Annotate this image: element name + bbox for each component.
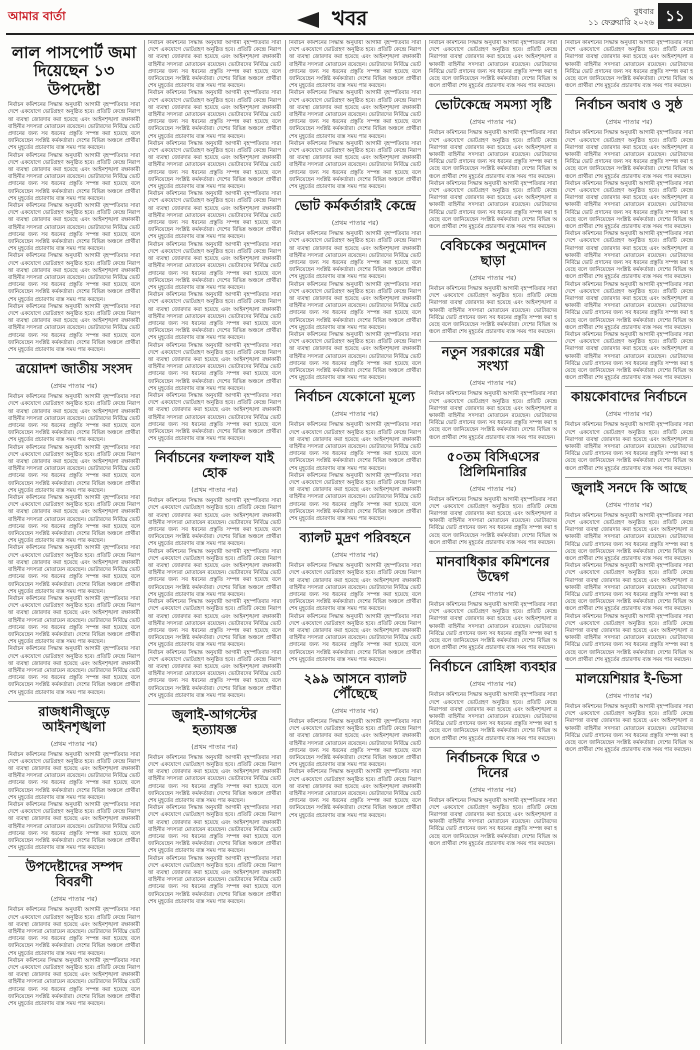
story-body: নির্বাচন কমিশনের সিদ্ধান্ত অনুযায়ী আগামী বৃহস্পতিবার সারা দেশে একযোগে ভোটগ্রহণ অনুষ্ঠিত হবে। প্রতিটি কেন্দ্রে নিরাপত্তা ব্যবস্থা জোরদার করা হয়েছে এবং আইনশৃঙ্খলা রক্ষাকারী বাহিনীর সদস্যরা মোতায়েন রয়েছেন। ভোটারদের নির্বিঘ্নে ভোট প্রদানের জন্য সব ধরনের প্রস্তুতি সম্পন্ন করা হয়েছে বলে জানিয়েছেন সংশ্লিষ্ট কর্মকর্তারা। দেশের বিভিন্ন অঞ্চলে প্রার্থীরা শেষ মুহূর্তের প্রচারণায় ব্যস্ত সময় পার করছেন। xyxy=(429,40,557,90)
story-body: নির্বাচন কমিশনের সিদ্ধান্ত অনুযায়ী আগামী বৃহস্পতিবার সারা দেশে একযোগে ভোটগ্রহণ অনুষ্ঠিত হবে। প্রতিটি কেন্দ্রে নিরাপত্তা ব্যবস্থা জোরদার করা হয়েছে এবং আইনশৃঙ্খলা রক্ষাকারী বাহিনীর সদস্যরা মোতায়েন রয়েছেন। ভোটারদের নির্বিঘ্নে ভোট প্রদানের জন্য সব ধরনের প্রস্তুতি সম্পন্ন করা হয়েছে বলে জানিয়েছেন সংশ্লিষ্ট কর্মকর্তারা। দেশের বিভিন্ন অঞ্চলে প্রার্থীরা শেষ মুহূর্তের প্রচারণায় ব্যস্ত সময় পার করছেন। xyxy=(148,140,281,191)
divider xyxy=(429,341,557,342)
story-body: নির্বাচন কমিশনের সিদ্ধান্ত অনুযায়ী আগামী বৃহস্পতিবার সারা দেশে একযোগে ভোটগ্রহণ অনুষ্ঠিত হবে। প্রতিটি কেন্দ্রে নিরাপত্তা ব্যবস্থা জোরদার করা হয়েছে এবং আইনশৃঙ্খলা রক্ষাকারী বাহিনীর সদস্যরা মোতায়েন রয়েছেন। ভোটারদের নির্বিঘ্নে ভোট প্রদানের জন্য সব ধরনের প্রস্তুতি সম্পন্ন করা হয়েছে বলে জানিয়েছেন সংশ্লিষ্ট কর্মকর্তারা। দেশের বিভিন্ন অঞ্চলে প্রার্থীরা শেষ মুহূর্তের প্রচারণায় ব্যস্ত সময় পার করছেন। xyxy=(289,472,421,523)
continued-note: (প্রথম পাতার পর) xyxy=(331,219,379,228)
story-body: নির্বাচন কমিশনের সিদ্ধান্ত অনুযায়ী আগামী বৃহস্পতিবার সারা দেশে একযোগে ভোটগ্রহণ অনুষ্ঠিত হবে। প্রতিটি কেন্দ্রে নিরাপত্তা ব্যবস্থা জোরদার করা হয়েছে এবং আইনশৃঙ্খলা রক্ষাকারী বাহিনীর সদস্যরা মোতায়েন রয়েছেন। ভোটারদের নির্বিঘ্নে ভোট প্রদানের জন্য সব ধরনের প্রস্তুতি সম্পন্ন করা হয়েছে বলে জানিয়েছেন সংশ্লিষ্ট কর্মকর্তারা। দেশের বিভিন্ন অঞ্চলে প্রার্থীরা শেষ মুহূর্তের প্রচারণায় ব্যস্ত সময় পার করছেন। xyxy=(429,286,557,336)
continued-note: (প্রথম পাতার পর) xyxy=(469,484,517,493)
divider xyxy=(289,527,421,528)
continued-note: (প্রথম পাতার পর) xyxy=(469,379,517,388)
divider xyxy=(429,656,557,657)
story-polling-problem xyxy=(429,99,557,231)
story-body: নির্বাচন কমিশনের সিদ্ধান্ত অনুযায়ী আগামী বৃহস্পতিবার সারা দেশে একযোগে ভোটগ্রহণ অনুষ্ঠিত হবে। প্রতিটি কেন্দ্রে নিরাপত্তা ব্যবস্থা জোরদার করা হয়েছে এবং আইনশৃঙ্খলা রক্ষাকারী বাহিনীর সদস্যরা মোতায়েন রয়েছেন। ভোটারদের নির্বিঘ্নে ভোট প্রদানের জন্য সব ধরনের প্রস্তুতি সম্পন্ন করা হয়েছে বলে জানিয়েছেন সংশ্লিষ্ট কর্মকর্তারা। দেশের বিভিন্ন অঞ্চলে প্রার্থীরা শেষ মুহূর্তের প্রচারণায় ব্যস্ত সময় পার করছেন। xyxy=(565,281,693,331)
continued-note: (প্রথম পাতার পর) xyxy=(331,706,379,715)
continued-note: (প্রথম পাতার পর) xyxy=(605,410,653,419)
story-body: নির্বাচন কমিশনের সিদ্ধান্ত অনুযায়ী আগামী বৃহস্পতিবার সারা দেশে একযোগে ভোটগ্রহণ অনুষ্ঠিত হবে। প্রতিটি কেন্দ্রে নিরাপত্তা ব্যবস্থা জোরদার করা হয়েছে এবং আইনশৃঙ্খলা রক্ষাকারী বাহিনীর সদস্যরা মোতায়েন রয়েছেন। ভোটারদের নির্বিঘ্নে ভোট প্রদানের জন্য সব ধরনের প্রস্তুতি সম্পন্ন করা হয়েছে বলে জানিয়েছেন সংশ্লিষ্ট কর্মকর্তারা। দেশের বিভিন্ন অঞ্চলে প্রার্থীরা শেষ মুহূর্তের প্রচারণায় ব্যস্ত সময় পার করছেন। xyxy=(565,231,693,281)
story-body: নির্বাচন কমিশনের সিদ্ধান্ত অনুযায়ী আগামী বৃহস্পতিবার সারা দেশে একযোগে ভোটগ্রহণ অনুষ্ঠিত হবে। প্রতিটি কেন্দ্রে নিরাপত্তা ব্যবস্থা জোরদার করা হয়েছে এবং আইনশৃঙ্খলা রক্ষাকারী বাহিনীর সদস্যরা মোতায়েন রয়েছেন। ভোটারদের নির্বিঘ্নে ভোট প্রদানের জন্য সব ধরনের প্রস্তুতি সম্পন্ন করা হয়েছে বলে জানিয়েছেন সংশ্লিষ্ট কর্মকর্তারা। দেশের বিভিন্ন অঞ্চলে প্রার্থীরা শেষ মুহূর্তের প্রচারণায় ব্যস্ত সময় পার করছেন। xyxy=(148,90,281,140)
story-body: নির্বাচন কমিশনের সিদ্ধান্ত অনুযায়ী আগামী বৃহস্পতিবার সারা দেশে একযোগে ভোটগ্রহণ অনুষ্ঠিত হবে। প্রতিটি কেন্দ্রে নিরাপত্তা ব্যবস্থা জোরদার করা হয়েছে এবং আইনশৃঙ্খলা রক্ষাকারী বাহিনীর সদস্যরা মোতায়েন রয়েছেন। ভোটারদের নির্বিঘ্নে ভোট প্রদানের জন্য সব ধরনের প্রস্তুতি সম্পন্ন করা হয়েছে বলে জানিয়েছেন সংশ্লিষ্ট কর্মকর্তারা। দেশের বিভিন্ন অঞ্চলে প্রার্থীরা শেষ মুহূর্তের প্রচারণায় ব্যস্ত সময় পার করছেন। xyxy=(429,601,557,652)
story-body: নির্বাচন কমিশনের সিদ্ধান্ত অনুযায়ী আগামী বৃহস্পতিবার সারা দেশে একযোগে ভোটগ্রহণ অনুষ্ঠিত হবে। প্রতিটি কেন্দ্রে নিরাপত্তা ব্যবস্থা জোরদার করা হয়েছে এবং আইনশৃঙ্খলা রক্ষাকারী বাহিনীর সদস্যরা মোতায়েন রয়েছেন। ভোটারদের নির্বিঘ্নে ভোট প্রদানের জন্য সব ধরনের প্রস্তুতি সম্পন্ন করা হয়েছে বলে জানিয়েছেন সংশ্লিষ্ট কর্মকর্তারা। দেশের বিভিন্ন অঞ্চলে প্রার্থীরা শেষ মুহূর্তের প্রচারণায় ব্যস্ত সময় পার করছেন। xyxy=(8,102,140,152)
story-rajshahi xyxy=(8,706,140,853)
story-body: নির্বাচন কমিশনের সিদ্ধান্ত অনুযায়ী আগামী বৃহস্পতিবার সারা দেশে একযোগে ভোটগ্রহণ অনুষ্ঠিত হবে। প্রতিটি কেন্দ্রে নিরাপত্তা ব্যবস্থা জোরদার করা হয়েছে এবং আইনশৃঙ্খলা রক্ষাকারী বাহিনীর সদস্যরা মোতায়েন রয়েছেন। ভোটারদের নির্বিঘ্নে ভোট প্রদানের জন্য সব ধরনের প্রস্তুতি সম্পন্ন করা হয়েছে বলে জানিয়েছেন সংশ্লিষ্ট কর্মকর্তারা। দেশের বিভিন্ন অঞ্চলে প্রার্থীরা শেষ মুহূর্তের প্রচারণায় ব্যস্ত সময় পার করছেন। xyxy=(289,140,421,191)
headline: বেবিচকের অনুমোদন ছাড়া xyxy=(439,239,547,270)
story-bcs-prelim xyxy=(429,451,557,547)
column-2 xyxy=(148,40,281,1044)
continued-note: (প্রথম পাতার পর) xyxy=(50,382,98,391)
continued-note: (প্রথম পাতার পর) xyxy=(605,691,653,700)
story-body: নির্বাচন কমিশনের সিদ্ধান্ত অনুযায়ী আগামী বৃহস্পতিবার সারা দেশে একযোগে ভোটগ্রহণ অনুষ্ঠিত হবে। প্রতিটি কেন্দ্রে নিরাপত্তা ব্যবস্থা জোরদার করা হয়েছে এবং আইনশৃঙ্খলা রক্ষাকারী বাহিনীর সদস্যরা মোতায়েন রয়েছেন। ভোটারদের নির্বিঘ্নে ভোট প্রদানের জন্য সব ধরনের প্রস্তুতি সম্পন্ন করা হয়েছে বলে জানিয়েছেন সংশ্লিষ্ট কর্মকর্তারা। দেশের বিভিন্ন অঞ্চলে প্রার্থীরা শেষ মুহূর্তের প্রচারণায় ব্যস্ত সময় পার করছেন। xyxy=(148,342,281,392)
continued-note: (প্রথম পাতার পর) xyxy=(191,742,238,751)
story-malaysia-visa xyxy=(565,673,693,754)
divider xyxy=(148,704,281,705)
divider xyxy=(565,94,693,95)
headline: রাজধানীজুড়ে আইনশৃঙ্খলা xyxy=(38,704,110,735)
story-ballots-reached xyxy=(289,673,421,820)
story-body: নির্বাচন কমিশনের সিদ্ধান্ত অনুযায়ী আগামী বৃহস্পতিবার সারা দেশে একযোগে ভোটগ্রহণ অনুষ্ঠিত হবে। প্রতিটি কেন্দ্রে নিরাপত্তা ব্যবস্থা জোরদার করা হয়েছে এবং আইনশৃঙ্খলা রক্ষাকারী বাহিনীর সদস্যরা মোতায়েন রয়েছেন। ভোটারদের নির্বিঘ্নে ভোট প্রদানের জন্য সব ধরনের প্রস্তুতি সম্পন্ন করা হয়েছে বলে জানিয়েছেন সংশ্লিষ্ট কর্মকর্তারা। দেশের বিভিন্ন অঞ্চলে প্রার্থীরা শেষ মুহূর্তের প্রচারণায় ব্যস্ত সময় পার করছেন। xyxy=(148,241,281,291)
divider xyxy=(289,195,421,196)
story-col2-top xyxy=(148,40,281,443)
date-block xyxy=(588,6,654,28)
headline: কায়কোবাদের নির্বাচনে xyxy=(571,390,687,406)
headline: নির্বাচনকে ঘিরে ৩ দিনের xyxy=(446,750,540,781)
story-body: নির্বাচন কমিশনের সিদ্ধান্ত অনুযায়ী আগামী বৃহস্পতিবার সারা দেশে একযোগে ভোটগ্রহণ অনুষ্ঠিত হবে। প্রতিটি কেন্দ্রে নিরাপত্তা ব্যবস্থা জোরদার করা হয়েছে এবং আইনশৃঙ্খলা রক্ষাকারী বাহিনীর সদস্যরা মোতায়েন রয়েছেন। ভোটারদের নির্বিঘ্নে ভোট প্রদানের জন্য সব ধরনের প্রস্তুতি সম্পন্ন করা হয়েছে বলে জানিয়েছেন সংশ্লিষ্ট কর্মকর্তারা। দেশের বিভিন্ন অঞ্চলে প্রার্থীরা শেষ মুহূর্তের প্রচারণায় ব্যস্ত সময় পার করছেন। xyxy=(289,231,421,281)
headline: ভোটকেন্দ্রে সমস্যা সৃষ্টি xyxy=(434,98,552,114)
weekday: বুধবার xyxy=(633,7,654,16)
story-body: নির্বাচন কমিশনের সিদ্ধান্ত অনুযায়ী আগামী বৃহস্পতিবার সারা দেশে একযোগে ভোটগ্রহণ অনুষ্ঠিত হবে। প্রতিটি কেন্দ্রে নিরাপত্তা ব্যবস্থা জোরদার করা হয়েছে এবং আইনশৃঙ্খলা রক্ষাকারী বাহিনীর সদস্যরা মোতায়েন রয়েছেন। ভোটারদের নির্বিঘ্নে ভোট প্রদানের জন্য সব ধরনের প্রস্তুতি সম্পন্ন করা হয়েছে বলে জানিয়েছেন সংশ্লিষ্ট কর্মকর্তারা। দেশের বিভিন্ন অঞ্চলে প্রার্থীরা শেষ মুহূর্তের প্রচারণায় ব্যস্ত সময় পার করছেন। xyxy=(148,805,281,855)
story-body: নির্বাচন কমিশনের সিদ্ধান্ত অনুযায়ী আগামী বৃহস্পতিবার সারা দেশে একযোগে ভোটগ্রহণ অনুষ্ঠিত হবে। প্রতিটি কেন্দ্রে নিরাপত্তা ব্যবস্থা জোরদার করা হয়েছে এবং আইনশৃঙ্খলা রক্ষাকারী বাহিনীর সদস্যরা মোতায়েন রয়েছেন। ভোটারদের নির্বিঘ্নে ভোট প্রদানের জন্য সব ধরনের প্রস্তুতি সম্পন্ন করা হয়েছে বলে জানিয়েছেন সংশ্লিষ্ট কর্মকর্তারা। দেশের বিভিন্ন অঞ্চলে প্রার্থীরা শেষ মুহূর্তের প্রচারণায় ব্যস্ত সময় পার করছেন। xyxy=(289,563,421,613)
divider xyxy=(429,551,557,552)
story-body: নির্বাচন কমিশনের সিদ্ধান্ত অনুযায়ী আগামী বৃহস্পতিবার সারা দেশে একযোগে ভোটগ্রহণ অনুষ্ঠিত হবে। প্রতিটি কেন্দ্রে নিরাপত্তা ব্যবস্থা জোরদার করা হয়েছে এবং আইনশৃঙ্খলা রক্ষাকারী বাহিনীর সদস্যরা মোতায়েন রয়েছেন। ভোটারদের নির্বিঘ্নে ভোট প্রদানের জন্য সব ধরনের প্রস্তুতি সম্পন্ন করা হয়েছে বলে জানিয়েছেন সংশ্লিষ্ট কর্মকর্তারা। দেশের বিভিন্ন অঞ্চলে প্রার্থীরা শেষ মুহূর্তের প্রচারণায় ব্যস্ত সময় পার করছেন। xyxy=(148,548,281,598)
story-body: নির্বাচন কমিশনের সিদ্ধান্ত অনুযায়ী আগামী বৃহস্পতিবার সারা দেশে একযোগে ভোটগ্রহণ অনুষ্ঠিত হবে। প্রতিটি কেন্দ্রে নিরাপত্তা ব্যবস্থা জোরদার করা হয়েছে এবং আইনশৃঙ্খলা রক্ষাকারী বাহিনীর সদস্যরা মোতায়েন রয়েছেন। ভোটারদের নির্বিঘ্নে ভোট প্রদানের জন্য সব ধরনের প্রস্তুতি সম্পন্ন করা হয়েছে বলে জানিয়েছেন সংশ্লিষ্ট কর্মকর্তারা। দেশের বিভিন্ন অঞ্চলে প্রার্থীরা শেষ মুহূর্তের প্রচারণায় ব্যস্ত সময় পার করছেন। xyxy=(148,599,281,649)
story-col5-top xyxy=(565,40,693,90)
story-ballot-return xyxy=(289,532,421,664)
continued-note: (প্রথম পাতার পর) xyxy=(469,118,517,127)
headline: লাল পাসপোর্ট জমা দিয়েছেন ১৩ উপদেষ্টা xyxy=(11,43,137,99)
headline: নির্বাচন যেকোনো মূল্যে xyxy=(295,390,415,406)
story-body: নির্বাচন কমিশনের সিদ্ধান্ত অনুযায়ী আগামী বৃহস্পতিবার সারা দেশে একযোগে ভোটগ্রহণ অনুষ্ঠিত হবে। প্রতিটি কেন্দ্রে নিরাপত্তা ব্যবস্থা জোরদার করা হয়েছে এবং আইনশৃঙ্খলা রক্ষাকারী বাহিনীর সদস্যরা মোতায়েন রয়েছেন। ভোটারদের নির্বিঘ্নে ভোট প্রদানের জন্য সব ধরনের প্রস্তুতি সম্পন্ন করা হয়েছে বলে জানিয়েছেন সংশ্লিষ্ট কর্মকর্তারা। দেশের বিভিন্ন অঞ্চলে প্রার্থীরা শেষ মুহূর্তের প্রচারণায় ব্যস্ত সময় পার করছেন। xyxy=(8,646,140,696)
headline: নির্বাচন অবাধ ও সুষ্ঠ xyxy=(575,98,683,114)
divider xyxy=(289,668,421,669)
page-header xyxy=(0,0,700,34)
headline: ভোট কর্মকর্তারাই কেন্দ্রে xyxy=(294,199,416,215)
story-body: নির্বাচন কমিশনের সিদ্ধান্ত অনুযায়ী আগামী বৃহস্পতিবার সারা দেশে একযোগে ভোটগ্রহণ অনুষ্ঠিত হবে। প্রতিটি কেন্দ্রে নিরাপত্তা ব্যবস্থা জোরদার করা হয়েছে এবং আইনশৃঙ্খলা রক্ষাকারী বাহিনীর সদস্যরা মোতায়েন রয়েছেন। ভোটারদের নির্বিঘ্নে ভোট প্রদানের জন্য সব ধরনের প্রস্তুতি সম্পন্ন করা হয়েছে বলে জানিয়েছেন সংশ্লিষ্ট কর্মকর্তারা। দেশের বিভিন্ন অঞ্চলে প্রার্থীরা শেষ মুহূর্তের প্রচারণায় ব্যস্ত সময় পার করছেন। xyxy=(565,613,693,663)
headline: মালয়েশিয়ার ই-ভিসা xyxy=(576,672,682,688)
story-body: নির্বাচন কমিশনের সিদ্ধান্ত অনুযায়ী আগামী বৃহস্পতিবার সারা দেশে একযোগে ভোটগ্রহণ অনুষ্ঠিত হবে। প্রতিটি কেন্দ্রে নিরাপত্তা ব্যবস্থা জোরদার করা হয়েছে এবং আইনশৃঙ্খলা রক্ষাকারী বাহিনীর সদস্যরা মোতায়েন রয়েছেন। ভোটারদের নির্বিঘ্নে ভোট প্রদানের জন্য সব ধরনের প্রস্তুতি সম্পন্ন করা হয়েছে বলে জানিয়েছেন সংশ্লিষ্ট কর্মকর্তারা। দেশের বিভিন্ন অঞ্চলে প্রার্থীরা শেষ মুহূর্তের প্রচারণায় ব্যস্ত সময় পার করছেন। xyxy=(8,203,140,253)
column-4 xyxy=(429,40,557,1044)
column-3 xyxy=(289,40,421,1044)
headline: ত্রয়োদশ জাতীয় সংসদ xyxy=(16,362,132,378)
headline: জুলাই সনদে কি আছে xyxy=(571,480,687,496)
headline: ৫০তম বিসিএসের প্রিলিমিনারির xyxy=(446,449,540,480)
story-body: নির্বাচন কমিশনের সিদ্ধান্ত অনুযায়ী আগামী বৃহস্পতিবার সারা দেশে একযোগে ভোটগ্রহণ অনুষ্ঠিত হবে। প্রতিটি কেন্দ্রে নিরাপত্তা ব্যবস্থা জোরদার করা হয়েছে এবং আইনশৃঙ্খলা রক্ষাকারী বাহিনীর সদস্যরা মোতায়েন রয়েছেন। ভোটারদের নির্বিঘ্নে ভোট প্রদানের জন্য সব ধরনের প্রস্তুতি সম্পন্ন করা হয়েছে বলে জানিয়েছেন সংশ্লিষ্ট কর্মকর্তারা। দেশের বিভিন্ন অঞ্চলে প্রার্থীরা শেষ মুহূর্তের প্রচারণায় ব্যস্ত সময় পার করছেন। xyxy=(429,130,557,180)
divider xyxy=(8,856,140,857)
story-advisors-wealth xyxy=(8,861,140,1008)
continued-note: (প্রথম পাতার পর) xyxy=(331,410,379,419)
story-body: নির্বাচন কমিশনের সিদ্ধান্ত অনুযায়ী আগামী বৃহস্পতিবার সারা দেশে একযোগে ভোটগ্রহণ অনুষ্ঠিত হবে। প্রতিটি কেন্দ্রে নিরাপত্তা ব্যবস্থা জোরদার করা হয়েছে এবং আইনশৃঙ্খলা রক্ষাকারী বাহিনীর সদস্যরা মোতায়েন রয়েছেন। ভোটারদের নির্বিঘ্নে ভোট প্রদানের জন্য সব ধরনের প্রস্তুতি সম্পন্ন করা হয়েছে বলে জানিয়েছেন সংশ্লিষ্ট কর্মকর্তারা। দেশের বিভিন্ন অঞ্চলে প্রার্থীরা শেষ মুহূর্তের প্রচারণায় ব্যস্ত সময় পার করছেন। xyxy=(289,769,421,819)
story-body: নির্বাচন কমিশনের সিদ্ধান্ত অনুযায়ী আগামী বৃহস্পতিবার সারা দেশে একযোগে ভোটগ্রহণ অনুষ্ঠিত হবে। প্রতিটি কেন্দ্রে নিরাপত্তা ব্যবস্থা জোরদার করা হয়েছে এবং আইনশৃঙ্খলা রক্ষাকারী বাহিনীর সদস্যরা মোতায়েন রয়েছেন। ভোটারদের নির্বিঘ্নে ভোট প্রদানের জন্য সব ধরনের প্রস্তুতি সম্পন্ন করা হয়েছে বলে জানিয়েছেন সংশ্লিষ্ট কর্মকর্তারা। দেশের বিভিন্ন অঞ্চলে প্রার্থীরা শেষ মুহূর্তের প্রচারণায় ব্যস্ত সময় পার করছেন। xyxy=(429,496,557,546)
divider xyxy=(8,701,140,702)
story-body: নির্বাচন কমিশনের সিদ্ধান্ত অনুযায়ী আগামী বৃহস্পতিবার সারা দেশে একযোগে ভোটগ্রহণ অনুষ্ঠিত হবে। প্রতিটি কেন্দ্রে নিরাপত্তা ব্যবস্থা জোরদার করা হয়েছে এবং আইনশৃঙ্খলা রক্ষাকারী বাহিনীর সদস্যরা মোতায়েন রয়েছেন। ভোটারদের নির্বিঘ্নে ভোট প্রদানের জন্য সব ধরনের প্রস্তুতি সম্পন্ন করা হয়েছে বলে জানিয়েছেন সংশ্লিষ্ট কর্মকর্তারা। দেশের বিভিন্ন অঞ্চলে প্রার্থীরা শেষ মুহূর্তের প্রচারণায় ব্যস্ত সময় পার করছেন। xyxy=(8,303,140,354)
continued-note: (প্রথম পাতার পর) xyxy=(469,274,517,283)
headline: মানবাধিকার কমিশনের উদ্বেগ xyxy=(436,555,550,586)
story-quayum xyxy=(565,391,693,472)
divider xyxy=(429,747,557,748)
story-july-charter xyxy=(565,482,693,664)
headline: নতুন সরকারের মন্ত্রী সংখ্যা xyxy=(441,344,545,375)
divider xyxy=(289,386,421,387)
story-body: নির্বাচন কমিশনের সিদ্ধান্ত অনুযায়ী আগামী বৃহস্পতিবার সারা দেশে একযোগে ভোটগ্রহণ অনুষ্ঠিত হবে। প্রতিটি কেন্দ্রে নিরাপত্তা ব্যবস্থা জোরদার করা হয়েছে এবং আইনশৃঙ্খলা রক্ষাকারী বাহিনীর সদস্যরা মোতায়েন রয়েছেন। ভোটারদের নির্বিঘ্নে ভোট প্রদানের জন্য সব ধরনের প্রস্তুতি সম্পন্ন করা হয়েছে বলে জানিয়েছেন সংশ্লিষ্ট কর্মকর্তারা। দেশের বিভিন্ন অঞ্চলে প্রার্থীরা শেষ মুহূর্তের প্রচারণায় ব্যস্ত সময় পার করছেন। xyxy=(8,751,140,801)
story-body: নির্বাচন কমিশনের সিদ্ধান্ত অনুযায়ী আগামী বৃহস্পতিবার সারা দেশে একযোগে ভোটগ্রহণ অনুষ্ঠিত হবে। প্রতিটি কেন্দ্রে নিরাপত্তা ব্যবস্থা জোরদার করা হয়েছে এবং আইনশৃঙ্খলা রক্ষাকারী বাহিনীর সদস্যরা মোতায়েন রয়েছেন। ভোটারদের নির্বিঘ্নে ভোট প্রদানের জন্য সব ধরনের প্রস্তুতি সম্পন্ন করা হয়েছে বলে জানিয়েছেন সংশ্লিষ্ট কর্মকর্তারা। দেশের বিভিন্ন অঞ্চলে প্রার্থীরা শেষ মুহূর্তের প্রচারণায় ব্যস্ত সময় পার করছেন। xyxy=(148,40,281,90)
divider xyxy=(565,668,693,669)
story-parliament xyxy=(8,363,140,696)
story-election-days xyxy=(429,752,557,848)
section-arrow-icon xyxy=(297,12,319,28)
story-body: নির্বাচন কমিশনের সিদ্ধান্ত অনুযায়ী আগামী বৃহস্পতিবার সারা দেশে একযোগে ভোটগ্রহণ অনুষ্ঠিত হবে। প্রতিটি কেন্দ্রে নিরাপত্তা ব্যবস্থা জোরদার করা হয়েছে এবং আইনশৃঙ্খলা রক্ষাকারী বাহিনীর সদস্যরা মোতায়েন রয়েছেন। ভোটারদের নির্বিঘ্নে ভোট প্রদানের জন্য সব ধরনের প্রস্তুতি সম্পন্ন করা হয়েছে বলে জানিয়েছেন সংশ্লিষ্ট কর্মকর্তারা। দেশের বিভিন্ন অঞ্চলে প্রার্থীরা শেষ মুহূর্তের প্রচারণায় ব্যস্ত সময় পার করছেন। xyxy=(289,40,421,90)
story-july-killing xyxy=(148,709,281,906)
divider xyxy=(565,477,693,478)
column-rule xyxy=(425,40,426,1044)
story-new-voters xyxy=(429,346,557,442)
story-body: নির্বাচন কমিশনের সিদ্ধান্ত অনুযায়ী আগামী বৃহস্পতিবার সারা দেশে একযোগে ভোটগ্রহণ অনুষ্ঠিত হবে। প্রতিটি কেন্দ্রে নিরাপত্তা ব্যবস্থা জোরদার করা হয়েছে এবং আইনশৃঙ্খলা রক্ষাকারী বাহিনীর সদস্যরা মোতায়েন রয়েছেন। ভোটারদের নির্বিঘ্নে ভোট প্রদানের জন্য সব ধরনের প্রস্তুতি সম্পন্ন করা হয়েছে বলে জানিয়েছেন সংশ্লিষ্ট কর্মকর্তারা। দেশের বিভিন্ন অঞ্চলে প্রার্থীরা শেষ মুহূর্তের প্রচারণায় ব্যস্ত সময় পার করছেন। xyxy=(148,649,281,699)
story-body: নির্বাচন কমিশনের সিদ্ধান্ত অনুযায়ী আগামী বৃহস্পতিবার সারা দেশে একযোগে ভোটগ্রহণ অনুষ্ঠিত হবে। প্রতিটি কেন্দ্রে নিরাপত্তা ব্যবস্থা জোরদার করা হয়েছে এবং আইনশৃঙ্খলা রক্ষাকারী বাহিনীর সদস্যরা মোতায়েন রয়েছেন। ভোটারদের নির্বিঘ্নে ভোট প্রদানের জন্য সব ধরনের প্রস্তুতি সম্পন্ন করা হয়েছে বলে জানিয়েছেন সংশ্লিষ্ট কর্মকর্তারা। দেশের বিভিন্ন অঞ্চলে প্রার্থীরা শেষ মুহূর্তের প্রচারণায় ব্যস্ত সময় পার করছেন। xyxy=(8,495,140,545)
divider xyxy=(429,94,557,95)
story-body: নির্বাচন কমিশনের সিদ্ধান্ত অনুযায়ী আগামী বৃহস্পতিবার সারা দেশে একযোগে ভোটগ্রহণ অনুষ্ঠিত হবে। প্রতিটি কেন্দ্রে নিরাপত্তা ব্যবস্থা জোরদার করা হয়েছে এবং আইনশৃঙ্খলা রক্ষাকারী বাহিনীর সদস্যরা মোতায়েন রয়েছেন। ভোটারদের নির্বিঘ্নে ভোট প্রদানের জন্য সব ধরনের প্রস্তুতি সম্পন্ন করা হয়েছে বলে জানিয়েছেন সংশ্লিষ্ট কর্মকর্তারা। দেশের বিভিন্ন অঞ্চলে প্রার্থীরা শেষ মুহূর্তের প্রচারণায় ব্যস্ত সময় পার করছেন। xyxy=(565,563,693,613)
story-body: নির্বাচন কমিশনের সিদ্ধান্ত অনুযায়ী আগামী বৃহস্পতিবার সারা দেশে একযোগে ভোটগ্রহণ অনুষ্ঠিত হবে। প্রতিটি কেন্দ্রে নিরাপত্তা ব্যবস্থা জোরদার করা হয়েছে এবং আইনশৃঙ্খলা রক্ষাকারী বাহিনীর সদস্যরা মোতায়েন রয়েছেন। ভোটারদের নির্বিঘ্নে ভোট প্রদানের জন্য সব ধরনের প্রস্তুতি সম্পন্ন করা হয়েছে বলে জানিয়েছেন সংশ্লিষ্ট কর্মকর্তারা। দেশের বিভিন্ন অঞ্চলে প্রার্থীরা শেষ মুহূর্তের প্রচারণায় ব্যস্ত সময় পার করছেন। xyxy=(565,130,693,180)
headline: জুলাই-আগস্টের হত্যাযজ্ঞ xyxy=(171,707,258,738)
divider xyxy=(429,235,557,236)
header-rule xyxy=(6,33,694,35)
story-flag-removal xyxy=(148,452,281,700)
story-body: নির্বাচন কমিশনের সিদ্ধান্ত অনুযায়ী আগামী বৃহস্পতিবার সারা দেশে একযোগে ভোটগ্রহণ অনুষ্ঠিত হবে। প্রতিটি কেন্দ্রে নিরাপত্তা ব্যবস্থা জোরদার করা হয়েছে এবং আইনশৃঙ্খলা রক্ষাকারী বাহিনীর সদস্যরা মোতায়েন রয়েছেন। ভোটারদের নির্বিঘ্নে ভোট প্রদানের জন্য সব ধরনের প্রস্তুতি সম্পন্ন করা হয়েছে বলে জানিয়েছেন সংশ্লিষ্ট কর্মকর্তারা। দেশের বিভিন্ন অঞ্চলে প্রার্থীরা শেষ মুহূর্তের প্রচারণায় ব্যস্ত সময় পার করছেন। xyxy=(289,281,421,331)
story-body: নির্বাচন কমিশনের সিদ্ধান্ত অনুযায়ী আগামী বৃহস্পতিবার সারা দেশে একযোগে ভোটগ্রহণ অনুষ্ঠিত হবে। প্রতিটি কেন্দ্রে নিরাপত্তা ব্যবস্থা জোরদার করা হয়েছে এবং আইনশৃঙ্খলা রক্ষাকারী বাহিনীর সদস্যরা মোতায়েন রয়েছেন। ভোটারদের নির্বিঘ্নে ভোট প্রদানের জন্য সব ধরনের প্রস্তুতি সম্পন্ন করা হয়েছে বলে জানিয়েছেন সংশ্লিষ্ট কর্মকর্তারা। দেশের বিভিন্ন অঞ্চলে প্রার্থীরা শেষ মুহূর্তের প্রচারণায় ব্যস্ত সময় পার করছেন। xyxy=(565,512,693,562)
story-body: নির্বাচন কমিশনের সিদ্ধান্ত অনুযায়ী আগামী বৃহস্পতিবার সারা দেশে একযোগে ভোটগ্রহণ অনুষ্ঠিত হবে। প্রতিটি কেন্দ্রে নিরাপত্তা ব্যবস্থা জোরদার করা হয়েছে এবং আইনশৃঙ্খলা রক্ষাকারী বাহিনীর সদস্যরা মোতায়েন রয়েছেন। ভোটারদের নির্বিঘ্নে ভোট প্রদানের জন্য সব ধরনের প্রস্তুতি সম্পন্ন করা হয়েছে বলে জানিয়েছেন সংশ্লিষ্ট কর্মকর্তারা। দেশের বিভিন্ন অঞ্চলে প্রার্থীরা শেষ মুহূর্তের প্রচারণায় ব্যস্ত সময় পার করছেন। xyxy=(289,90,421,140)
continued-note: (প্রথম পাতার পর) xyxy=(469,589,517,598)
continued-note: (প্রথম পাতার পর) xyxy=(331,551,379,560)
story-body: নির্বাচন কমিশনের সিদ্ধান্ত অনুযায়ী আগামী বৃহস্পতিবার সারা দেশে একযোগে ভোটগ্রহণ অনুষ্ঠিত হবে। প্রতিটি কেন্দ্রে নিরাপত্তা ব্যবস্থা জোরদার করা হয়েছে এবং আইনশৃঙ্খলা রক্ষাকারী বাহিনীর সদস্যরা মোতায়েন রয়েছেন। ভোটারদের নির্বিঘ্নে ভোট প্রদানের জন্য সব ধরনের প্রস্তুতি সম্পন্ন করা হয়েছে বলে জানিয়েছেন সংশ্লিষ্ট কর্মকর্তারা। দেশের বিভিন্ন অঞ্চলে প্রার্থীরা শেষ মুহূর্তের প্রচারণায় ব্যস্ত সময় পার করছেন। xyxy=(148,292,281,342)
story-passport xyxy=(8,44,140,354)
headline: নির্বাচনে রোহিঙ্গা ব্যবহার xyxy=(429,660,557,676)
story-body: নির্বাচন কমিশনের সিদ্ধান্ত অনুযায়ী আগামী বৃহস্পতিবার সারা দেশে একযোগে ভোটগ্রহণ অনুষ্ঠিত হবে। প্রতিটি কেন্দ্রে নিরাপত্তা ব্যবস্থা জোরদার করা হয়েছে এবং আইনশৃঙ্খলা রক্ষাকারী বাহিনীর সদস্যরা মোতায়েন রয়েছেন। ভোটারদের নির্বিঘ্নে ভোট প্রদানের জন্য সব ধরনের প্রস্তুতি সম্পন্ন করা হয়েছে বলে জানিয়েছেন সংশ্লিষ্ট কর্মকর্তারা। দেশের বিভিন্ন অঞ্চলে প্রার্থীরা শেষ মুহূর্তের প্রচারণায় ব্যস্ত সময় পার করছেন। xyxy=(429,391,557,441)
headline: ব্যালট মুদ্রণ পরিবহনে xyxy=(299,531,411,547)
date: ১১ ফেব্রুয়ারি ২০২৬ xyxy=(588,18,654,27)
story-body: নির্বাচন কমিশনের সিদ্ধান্ত অনুযায়ী আগামী বৃহস্পতিবার সারা দেশে একযোগে ভোটগ্রহণ অনুষ্ঠিত হবে। প্রতিটি কেন্দ্রে নিরাপত্তা ব্যবস্থা জোরদার করা হয়েছে এবং আইনশৃঙ্খলা রক্ষাকারী বাহিনীর সদস্যরা মোতায়েন রয়েছেন। ভোটারদের নির্বিঘ্নে ভোট প্রদানের জন্য সব ধরনের প্রস্তুতি সম্পন্ন করা হয়েছে বলে জানিয়েছেন সংশ্লিষ্ট কর্মকর্তারা। দেশের বিভিন্ন অঞ্চলে প্রার্থীরা শেষ মুহূর্তের প্রচারণায় ব্যস্ত সময় পার করছেন। xyxy=(148,392,281,443)
column-rule xyxy=(561,40,562,1044)
story-body: নির্বাচন কমিশনের সিদ্ধান্ত অনুযায়ী আগামী বৃহস্পতিবার সারা দেশে একযোগে ভোটগ্রহণ অনুষ্ঠিত হবে। প্রতিটি কেন্দ্রে নিরাপত্তা ব্যবস্থা জোরদার করা হয়েছে এবং আইনশৃঙ্খলা রক্ষাকারী বাহিনীর সদস্যরা মোতায়েন রয়েছেন। ভোটারদের নির্বিঘ্নে ভোট প্রদানের জন্য সব ধরনের প্রস্তুতি সম্পন্ন করা হয়েছে বলে জানিয়েছেন সংশ্লিষ্ট কর্মকর্তারা। দেশের বিভিন্ন অঞ্চলে প্রার্থীরা শেষ মুহূর্তের প্রচারণায় ব্যস্ত সময় পার করছেন। xyxy=(8,253,140,303)
story-body: নির্বাচন কমিশনের সিদ্ধান্ত অনুযায়ী আগামী বৃহস্পতিবার সারা দেশে একযোগে ভোটগ্রহণ অনুষ্ঠিত হবে। প্রতিটি কেন্দ্রে নিরাপত্তা ব্যবস্থা জোরদার করা হয়েছে এবং আইনশৃঙ্খলা রক্ষাকারী বাহিনীর সদস্যরা মোতায়েন রয়েছেন। ভোটারদের নির্বিঘ্নে ভোট প্রদানের জন্য সব ধরনের প্রস্তুতি সম্পন্ন করা হয়েছে বলে জানিয়েছেন সংশ্লিষ্ট কর্মকর্তারা। দেশের বিভিন্ন অঞ্চলে প্রার্থীরা শেষ মুহূর্তের প্রচারণায় ব্যস্ত সময় পার করছেন। xyxy=(565,40,693,90)
story-body: নির্বাচন কমিশনের সিদ্ধান্ত অনুযায়ী আগামী বৃহস্পতিবার সারা দেশে একযোগে ভোটগ্রহণ অনুষ্ঠিত হবে। প্রতিটি কেন্দ্রে নিরাপত্তা ব্যবস্থা জোরদার করা হয়েছে এবং আইনশৃঙ্খলা রক্ষাকারী বাহিনীর সদস্যরা মোতায়েন রয়েছেন। ভোটারদের নির্বিঘ্নে ভোট প্রদানের জন্য সব ধরনের প্রস্তুতি সম্পন্ন করা হয়েছে বলে জানিয়েছেন সংশ্লিষ্ট কর্মকর্তারা। দেশের বিভিন্ন অঞ্চলে প্রার্থীরা শেষ মুহূর্তের প্রচারণায় ব্যস্ত সময় পার করছেন। xyxy=(8,545,140,595)
story-col3-top xyxy=(289,40,421,191)
column-rule xyxy=(285,40,286,1044)
story-body: নির্বাচন কমিশনের সিদ্ধান্ত অনুযায়ী আগামী বৃহস্পতিবার সারা দেশে একযোগে ভোটগ্রহণ অনুষ্ঠিত হবে। প্রতিটি কেন্দ্রে নিরাপত্তা ব্যবস্থা জোরদার করা হয়েছে এবং আইনশৃঙ্খলা রক্ষাকারী বাহিনীর সদস্যরা মোতায়েন রয়েছেন। ভোটারদের নির্বিঘ্নে ভোট প্রদানের জন্য সব ধরনের প্রস্তুতি সম্পন্ন করা হয়েছে বলে জানিয়েছেন সংশ্লিষ্ট কর্মকর্তারা। দেশের বিভিন্ন অঞ্চলে প্রার্থীরা শেষ মুহূর্তের প্রচারণায় ব্যস্ত সময় পার করছেন। xyxy=(429,692,557,742)
story-body: নির্বাচন কমিশনের সিদ্ধান্ত অনুযায়ী আগামী বৃহস্পতিবার সারা দেশে একযোগে ভোটগ্রহণ অনুষ্ঠিত হবে। প্রতিটি কেন্দ্রে নিরাপত্তা ব্যবস্থা জোরদার করা হয়েছে এবং আইনশৃঙ্খলা রক্ষাকারী বাহিনীর সদস্যরা মোতায়েন রয়েছেন। ভোটারদের নির্বিঘ্নে ভোট প্রদানের জন্য সব ধরনের প্রস্তুতি সম্পন্ন করা হয়েছে বলে জানিয়েছেন সংশ্লিষ্ট কর্মকর্তারা। দেশের বিভিন্ন অঞ্চলে প্রার্থীরা শেষ মুহূর্তের প্রচারণায় ব্যস্ত সময় পার করছেন। xyxy=(148,191,281,241)
story-body: নির্বাচন কমিশনের সিদ্ধান্ত অনুযায়ী আগামী বৃহস্পতিবার সারা দেশে একযোগে ভোটগ্রহণ অনুষ্ঠিত হবে। প্রতিটি কেন্দ্রে নিরাপত্তা ব্যবস্থা জোরদার করা হয়েছে এবং আইনশৃঙ্খলা রক্ষাকারী বাহিনীর সদস্যরা মোতায়েন রয়েছেন। ভোটারদের নির্বিঘ্নে ভোট প্রদানের জন্য সব ধরনের প্রস্তুতি সম্পন্ন করা হয়েছে বলে জানিয়েছেন সংশ্লিষ্ট কর্মকর্তারা। দেশের বিভিন্ন অঞ্চলে প্রার্থীরা শেষ মুহূর্তের প্রচারণায় ব্যস্ত সময় পার করছেন। xyxy=(289,718,421,769)
headline: উপদেষ্টাদের সম্পদ বিবরণী xyxy=(25,860,123,891)
story-body: নির্বাচন কমিশনের সিদ্ধান্ত অনুযায়ী আগামী বৃহস্পতিবার সারা দেশে একযোগে ভোটগ্রহণ অনুষ্ঠিত হবে। প্রতিটি কেন্দ্রে নিরাপত্তা ব্যবস্থা জোরদার করা হয়েছে এবং আইনশৃঙ্খলা রক্ষাকারী বাহিনীর সদস্যরা মোতায়েন রয়েছেন। ভোটারদের নির্বিঘ্নে ভোট প্রদানের জন্য সব ধরনের প্রস্তুতি সম্পন্ন করা হয়েছে বলে জানিয়েছেন সংশ্লিষ্ট কর্মকর্তারা। দেশের বিভিন্ন অঞ্চলে প্রার্থীরা শেষ মুহূর্তের প্রচারণায় ব্যস্ত সময় পার করছেন। xyxy=(148,855,281,905)
continued-note: (প্রথম পাতার পর) xyxy=(50,895,98,904)
column-rule xyxy=(144,40,145,1044)
story-body: নির্বাচন কমিশনের সিদ্ধান্ত অনুযায়ী আগামী বৃহস্পতিবার সারা দেশে একযোগে ভোটগ্রহণ অনুষ্ঠিত হবে। প্রতিটি কেন্দ্রে নিরাপত্তা ব্যবস্থা জোরদার করা হয়েছে এবং আইনশৃঙ্খলা রক্ষাকারী বাহিনীর সদস্যরা মোতায়েন রয়েছেন। ভোটারদের নির্বিঘ্নে ভোট প্রদানের জন্য সব ধরনের প্রস্তুতি সম্পন্ন করা হয়েছে বলে জানিয়েছেন সংশ্লিষ্ট কর্মকর্তারা। দেশের বিভিন্ন অঞ্চলে প্রার্থীরা শেষ মুহূর্তের প্রচারণায় ব্যস্ত সময় পার করছেন। xyxy=(289,422,421,472)
story-body: নির্বাচন কমিশনের সিদ্ধান্ত অনুযায়ী আগামী বৃহস্পতিবার সারা দেশে একযোগে ভোটগ্রহণ অনুষ্ঠিত হবে। প্রতিটি কেন্দ্রে নিরাপত্তা ব্যবস্থা জোরদার করা হয়েছে এবং আইনশৃঙ্খলা রক্ষাকারী বাহিনীর সদস্যরা মোতায়েন রয়েছেন। ভোটারদের নির্বিঘ্নে ভোট প্রদানের জন্য সব ধরনের প্রস্তুতি সম্পন্ন করা হয়েছে বলে জানিয়েছেন সংশ্লিষ্ট কর্মকর্তারা। দেশের বিভিন্ন অঞ্চলে প্রার্থীরা শেষ মুহূর্তের প্রচারণায় ব্যস্ত সময় পার করছেন। xyxy=(8,907,140,957)
story-body: নির্বাচন কমিশনের সিদ্ধান্ত অনুযায়ী আগামী বৃহস্পতিবার সারা দেশে একযোগে ভোটগ্রহণ অনুষ্ঠিত হবে। প্রতিটি কেন্দ্রে নিরাপত্তা ব্যবস্থা জোরদার করা হয়েছে এবং আইনশৃঙ্খলা রক্ষাকারী বাহিনীর সদস্যরা মোতায়েন রয়েছেন। ভোটারদের নির্বিঘ্নে ভোট প্রদানের জন্য সব ধরনের প্রস্তুতি সম্পন্ন করা হয়েছে বলে জানিয়েছেন সংশ্লিষ্ট কর্মকর্তারা। দেশের বিভিন্ন অঞ্চলে প্রার্থীরা শেষ মুহূর্তের প্রচারণায় ব্যস্ত সময় পার করছেন। xyxy=(429,797,557,847)
masthead-logo: আমার বার্তা xyxy=(8,9,66,23)
continued-note: (প্রথম পাতার পর) xyxy=(605,500,653,509)
story-body: নির্বাচন কমিশনের সিদ্ধান্ত অনুযায়ী আগামী বৃহস্পতিবার সারা দেশে একযোগে ভোটগ্রহণ অনুষ্ঠিত হবে। প্রতিটি কেন্দ্রে নিরাপত্তা ব্যবস্থা জোরদার করা হয়েছে এবং আইনশৃঙ্খলা রক্ষাকারী বাহিনীর সদস্যরা মোতায়েন রয়েছেন। ভোটারদের নির্বিঘ্নে ভোট প্রদানের জন্য সব ধরনের প্রস্তুতি সম্পন্ন করা হয়েছে বলে জানিয়েছেন সংশ্লিষ্ট কর্মকর্তারা। দেশের বিভিন্ন অঞ্চলে প্রার্থীরা শেষ মুহূর্তের প্রচারণায় ব্যস্ত সময় পার করছেন। xyxy=(565,703,693,754)
story-body: নির্বাচন কমিশনের সিদ্ধান্ত অনুযায়ী আগামী বৃহস্পতিবার সারা দেশে একযোগে ভোটগ্রহণ অনুষ্ঠিত হবে। প্রতিটি কেন্দ্রে নিরাপত্তা ব্যবস্থা জোরদার করা হয়েছে এবং আইনশৃঙ্খলা রক্ষাকারী বাহিনীর সদস্যরা মোতায়েন রয়েছেন। ভোটারদের নির্বিঘ্নে ভোট প্রদানের জন্য সব ধরনের প্রস্তুতি সম্পন্ন করা হয়েছে বলে জানিয়েছেন সংশ্লিষ্ট কর্মকর্তারা। দেশের বিভিন্ন অঞ্চলে প্রার্থীরা শেষ মুহূর্তের প্রচারণায় ব্যস্ত সময় পার করছেন। xyxy=(289,613,421,663)
story-body: নির্বাচন কমিশনের সিদ্ধান্ত অনুযায়ী আগামী বৃহস্পতিবার সারা দেশে একযোগে ভোটগ্রহণ অনুষ্ঠিত হবে। প্রতিটি কেন্দ্রে নিরাপত্তা ব্যবস্থা জোরদার করা হয়েছে এবং আইনশৃঙ্খলা রক্ষাকারী বাহিনীর সদস্যরা মোতায়েন রয়েছেন। ভোটারদের নির্বিঘ্নে ভোট প্রদানের জন্য সব ধরনের প্রস্তুতি সম্পন্ন করা হয়েছে বলে জানিয়েছেন সংশ্লিষ্ট কর্মকর্তারা। দেশের বিভিন্ন অঞ্চলে প্রার্থীরা শেষ মুহূর্তের প্রচারণায় ব্যস্ত সময় পার করছেন। xyxy=(8,444,140,494)
continued-note: (প্রথম পাতার পর) xyxy=(50,739,98,748)
story-body: নির্বাচন কমিশনের সিদ্ধান্ত অনুযায়ী আগামী বৃহস্পতিবার সারা দেশে একযোগে ভোটগ্রহণ অনুষ্ঠিত হবে। প্রতিটি কেন্দ্রে নিরাপত্তা ব্যবস্থা জোরদার করা হয়েছে এবং আইনশৃঙ্খলা রক্ষাকারী বাহিনীর সদস্যরা মোতায়েন রয়েছেন। ভোটারদের নির্বিঘ্নে ভোট প্রদানের জন্য সব ধরনের প্রস্তুতি সম্পন্ন করা হয়েছে বলে জানিয়েছেন সংশ্লিষ্ট কর্মকর্তারা। দেশের বিভিন্ন অঞ্চলে প্রার্থীরা শেষ মুহূর্তের প্রচারণায় ব্যস্ত সময় পার করছেন। xyxy=(565,422,693,472)
continued-note: (প্রথম পাতার পর) xyxy=(469,785,517,794)
story-body: নির্বাচন কমিশনের সিদ্ধান্ত অনুযায়ী আগামী বৃহস্পতিবার সারা দেশে একযোগে ভোটগ্রহণ অনুষ্ঠিত হবে। প্রতিটি কেন্দ্রে নিরাপত্তা ব্যবস্থা জোরদার করা হয়েছে এবং আইনশৃঙ্খলা রক্ষাকারী বাহিনীর সদস্যরা মোতায়েন রয়েছেন। ভোটারদের নির্বিঘ্নে ভোট প্রদানের জন্য সব ধরনের প্রস্তুতি সম্পন্ন করা হয়েছে বলে জানিয়েছেন সংশ্লিষ্ট কর্মকর্তারা। দেশের বিভিন্ন অঞ্চলে প্রার্থীরা শেষ মুহূর্তের প্রচারণায় ব্যস্ত সময় পার করছেন। xyxy=(148,498,281,548)
page-number: ১১ xyxy=(658,3,692,29)
continued-note: (প্রথম পাতার পর) xyxy=(191,486,238,495)
story-body: নির্বাচন কমিশনের সিদ্ধান্ত অনুযায়ী আগামী বৃহস্পতিবার সারা দেশে একযোগে ভোটগ্রহণ অনুষ্ঠিত হবে। প্রতিটি কেন্দ্রে নিরাপত্তা ব্যবস্থা জোরদার করা হয়েছে এবং আইনশৃঙ্খলা রক্ষাকারী বাহিনীর সদস্যরা মোতায়েন রয়েছেন। ভোটারদের নির্বিঘ্নে ভোট প্রদানের জন্য সব ধরনের প্রস্তুতি সম্পন্ন করা হয়েছে বলে জানিয়েছেন সংশ্লিষ্ট কর্মকর্তারা। দেশের বিভিন্ন অঞ্চলে প্রার্থীরা শেষ মুহূর্তের প্রচারণায় ব্যস্ত সময় পার করছেন। xyxy=(8,957,140,1007)
divider xyxy=(8,358,140,359)
story-hr-commission xyxy=(429,556,557,652)
story-body: নির্বাচন কমিশনের সিদ্ধান্ত অনুযায়ী আগামী বৃহস্পতিবার সারা দেশে একযোগে ভোটগ্রহণ অনুষ্ঠিত হবে। প্রতিটি কেন্দ্রে নিরাপত্তা ব্যবস্থা জোরদার করা হয়েছে এবং আইনশৃঙ্খলা রক্ষাকারী বাহিনীর সদস্যরা মোতায়েন রয়েছেন। ভোটারদের নির্বিঘ্নে ভোট প্রদানের জন্য সব ধরনের প্রস্তুতি সম্পন্ন করা হয়েছে বলে জানিয়েছেন সংশ্লিষ্ট কর্মকর্তারা। দেশের বিভিন্ন অঞ্চলে প্রার্থীরা শেষ মুহূর্তের প্রচারণায় ব্যস্ত সময় পার করছেন। xyxy=(565,332,693,382)
story-body: নির্বাচন কমিশনের সিদ্ধান্ত অনুযায়ী আগামী বৃহস্পতিবার সারা দেশে একযোগে ভোটগ্রহণ অনুষ্ঠিত হবে। প্রতিটি কেন্দ্রে নিরাপত্তা ব্যবস্থা জোরদার করা হয়েছে এবং আইনশৃঙ্খলা রক্ষাকারী বাহিনীর সদস্যরা মোতায়েন রয়েছেন। ভোটারদের নির্বিঘ্নে ভোট প্রদানের জন্য সব ধরনের প্রস্তুতি সম্পন্ন করা হয়েছে বলে জানিয়েছেন সংশ্লিষ্ট কর্মকর্তারা। দেশের বিভিন্ন অঞ্চলে প্রার্থীরা শেষ মুহূর্তের প্রচারণায় ব্যস্ত সময় পার করছেন। xyxy=(148,754,281,805)
story-col4-top xyxy=(429,40,557,90)
divider xyxy=(565,386,693,387)
column-5 xyxy=(565,40,693,1044)
story-body: নির্বাচন কমিশনের সিদ্ধান্ত অনুযায়ী আগামী বৃহস্পতিবার সারা দেশে একযোগে ভোটগ্রহণ অনুষ্ঠিত হবে। প্রতিটি কেন্দ্রে নিরাপত্তা ব্যবস্থা জোরদার করা হয়েছে এবং আইনশৃঙ্খলা রক্ষাকারী বাহিনীর সদস্যরা মোতায়েন রয়েছেন। ভোটারদের নির্বিঘ্নে ভোট প্রদানের জন্য সব ধরনের প্রস্তুতি সম্পন্ন করা হয়েছে বলে জানিয়েছেন সংশ্লিষ্ট কর্মকর্তারা। দেশের বিভিন্ন অঞ্চলে প্রার্থীরা শেষ মুহূর্তের প্রচারণায় ব্যস্ত সময় পার করছেন। xyxy=(8,595,140,646)
story-election-fair xyxy=(289,391,421,523)
divider xyxy=(148,447,281,448)
story-free-fair xyxy=(565,99,693,382)
continued-note: (প্রথম পাতার পর) xyxy=(469,680,517,689)
story-body: নির্বাচন কমিশনের সিদ্ধান্ত অনুযায়ী আগামী বৃহস্পতিবার সারা দেশে একযোগে ভোটগ্রহণ অনুষ্ঠিত হবে। প্রতিটি কেন্দ্রে নিরাপত্তা ব্যবস্থা জোরদার করা হয়েছে এবং আইনশৃঙ্খলা রক্ষাকারী বাহিনীর সদস্যরা মোতায়েন রয়েছেন। ভোটারদের নির্বিঘ্নে ভোট প্রদানের জন্য সব ধরনের প্রস্তুতি সম্পন্ন করা হয়েছে বলে জানিয়েছেন সংশ্লিষ্ট কর্মকর্তারা। দেশের বিভিন্ন অঞ্চলে প্রার্থীরা শেষ মুহূর্তের প্রচারণায় ব্যস্ত সময় পার করছেন। xyxy=(565,180,693,230)
headline: ২৯৯ আসনে ব্যালট পৌঁছেছে xyxy=(303,672,407,702)
story-rohingya xyxy=(429,661,557,742)
story-body: নির্বাচন কমিশনের সিদ্ধান্ত অনুযায়ী আগামী বৃহস্পতিবার সারা দেশে একযোগে ভোটগ্রহণ অনুষ্ঠিত হবে। প্রতিটি কেন্দ্রে নিরাপত্তা ব্যবস্থা জোরদার করা হয়েছে এবং আইনশৃঙ্খলা রক্ষাকারী বাহিনীর সদস্যরা মোতায়েন রয়েছেন। ভোটারদের নির্বিঘ্নে ভোট প্রদানের জন্য সব ধরনের প্রস্তুতি সম্পন্ন করা হয়েছে বলে জানিয়েছেন সংশ্লিষ্ট কর্মকর্তারা। দেশের বিভিন্ন অঞ্চলে প্রার্থীরা শেষ মুহূর্তের প্রচারণায় ব্যস্ত সময় পার করছেন। xyxy=(289,332,421,382)
section-title: খবর xyxy=(332,6,368,30)
column-1 xyxy=(8,40,140,1044)
headline: নির্বাচনের ফলাফল যাই হোক xyxy=(155,451,274,482)
story-voters-center xyxy=(289,200,421,382)
story-body: নির্বাচন কমিশনের সিদ্ধান্ত অনুযায়ী আগামী বৃহস্পতিবার সারা দেশে একযোগে ভোটগ্রহণ অনুষ্ঠিত হবে। প্রতিটি কেন্দ্রে নিরাপত্তা ব্যবস্থা জোরদার করা হয়েছে এবং আইনশৃঙ্খলা রক্ষাকারী বাহিনীর সদস্যরা মোতায়েন রয়েছেন। ভোটারদের নির্বিঘ্নে ভোট প্রদানের জন্য সব ধরনের প্রস্তুতি সম্পন্ন করা হয়েছে বলে জানিয়েছেন সংশ্লিষ্ট কর্মকর্তারা। দেশের বিভিন্ন অঞ্চলে প্রার্থীরা শেষ মুহূর্তের প্রচারণায় ব্যস্ত সময় পার করছেন। xyxy=(8,152,140,202)
story-body: নির্বাচন কমিশনের সিদ্ধান্ত অনুযায়ী আগামী বৃহস্পতিবার সারা দেশে একযোগে ভোটগ্রহণ অনুষ্ঠিত হবে। প্রতিটি কেন্দ্রে নিরাপত্তা ব্যবস্থা জোরদার করা হয়েছে এবং আইনশৃঙ্খলা রক্ষাকারী বাহিনীর সদস্যরা মোতায়েন রয়েছেন। ভোটারদের নির্বিঘ্নে ভোট প্রদানের জন্য সব ধরনের প্রস্তুতি সম্পন্ন করা হয়েছে বলে জানিয়েছেন সংশ্লিষ্ট কর্মকর্তারা। দেশের বিভিন্ন অঞ্চলে প্রার্থীরা শেষ মুহূর্তের প্রচারণায় ব্যস্ত সময় পার করছেন। xyxy=(8,394,140,444)
story-beside-ec xyxy=(429,240,557,336)
story-body: নির্বাচন কমিশনের সিদ্ধান্ত অনুযায়ী আগামী বৃহস্পতিবার সারা দেশে একযোগে ভোটগ্রহণ অনুষ্ঠিত হবে। প্রতিটি কেন্দ্রে নিরাপত্তা ব্যবস্থা জোরদার করা হয়েছে এবং আইনশৃঙ্খলা রক্ষাকারী বাহিনীর সদস্যরা মোতায়েন রয়েছেন। ভোটারদের নির্বিঘ্নে ভোট প্রদানের জন্য সব ধরনের প্রস্তুতি সম্পন্ন করা হয়েছে বলে জানিয়েছেন সংশ্লিষ্ট কর্মকর্তারা। দেশের বিভিন্ন অঞ্চলে প্রার্থীরা শেষ মুহূর্তের প্রচারণায় ব্যস্ত সময় পার করছেন। xyxy=(8,802,140,852)
divider xyxy=(429,446,557,447)
continued-note: (প্রথম পাতার পর) xyxy=(605,118,653,127)
story-body: নির্বাচন কমিশনের সিদ্ধান্ত অনুযায়ী আগামী বৃহস্পতিবার সারা দেশে একযোগে ভোটগ্রহণ অনুষ্ঠিত হবে। প্রতিটি কেন্দ্রে নিরাপত্তা ব্যবস্থা জোরদার করা হয়েছে এবং আইনশৃঙ্খলা রক্ষাকারী বাহিনীর সদস্যরা মোতায়েন রয়েছেন। ভোটারদের নির্বিঘ্নে ভোট প্রদানের জন্য সব ধরনের প্রস্তুতি সম্পন্ন করা হয়েছে বলে জানিয়েছেন সংশ্লিষ্ট কর্মকর্তারা। দেশের বিভিন্ন অঞ্চলে প্রার্থীরা শেষ মুহূর্তের প্রচারণায় ব্যস্ত সময় পার করছেন। xyxy=(429,180,557,230)
